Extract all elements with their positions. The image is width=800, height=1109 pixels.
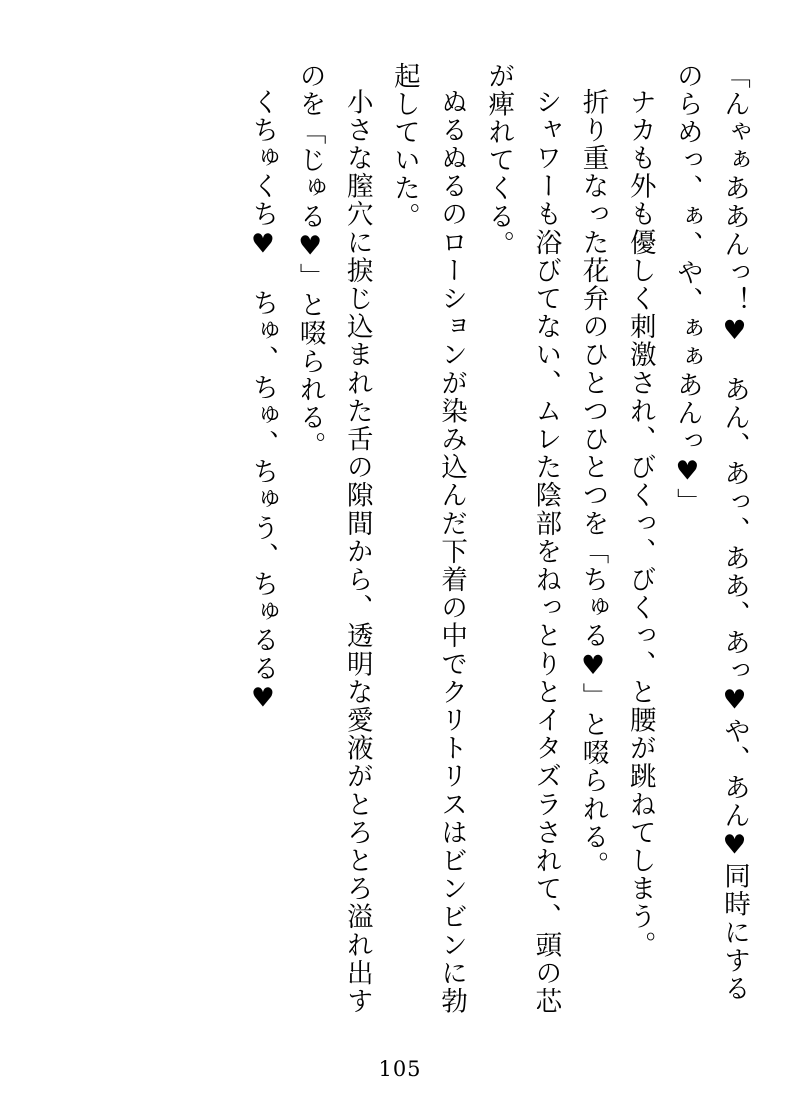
paragraph: くちゅくち♥ ちゅ、ちゅ、ちゅう、ちゅるる♥ <box>247 88 279 716</box>
paragraph: 折り重なった花弁のひとつひとつを「ちゅる♥」と啜られる。 <box>577 88 609 880</box>
paragraph: 小さな膣穴に捩じ込まれた舌の隙間から、透明な愛液がとろとろ溢れ出すのを「じゅる♥」と啜られる。 <box>294 62 373 1016</box>
paragraph: 「んゃぁああんっ！♥ あん、あっ、ああ、あっ♥や、あん♥同時にするのらめっ、ぁ、や、ぁぁあんっ♥」 <box>671 62 750 1003</box>
vertical-text-body <box>96 62 758 1022</box>
paragraph: ナカも外も優しく刺激され、びくっ、びくっ、と腰が跳ねてしまう。 <box>624 88 656 960</box>
paragraph: シャワーも浴びてない、ムレた陰部をねっとりとイタズラされて、頭の芯が痺れてくる。 <box>483 62 562 1016</box>
paragraph: ぬるぬるのローションが染み込んだ下着の中でクリトリスはビンビンに勃起していた。 <box>388 62 468 1016</box>
page-number: 105 <box>378 1057 422 1081</box>
